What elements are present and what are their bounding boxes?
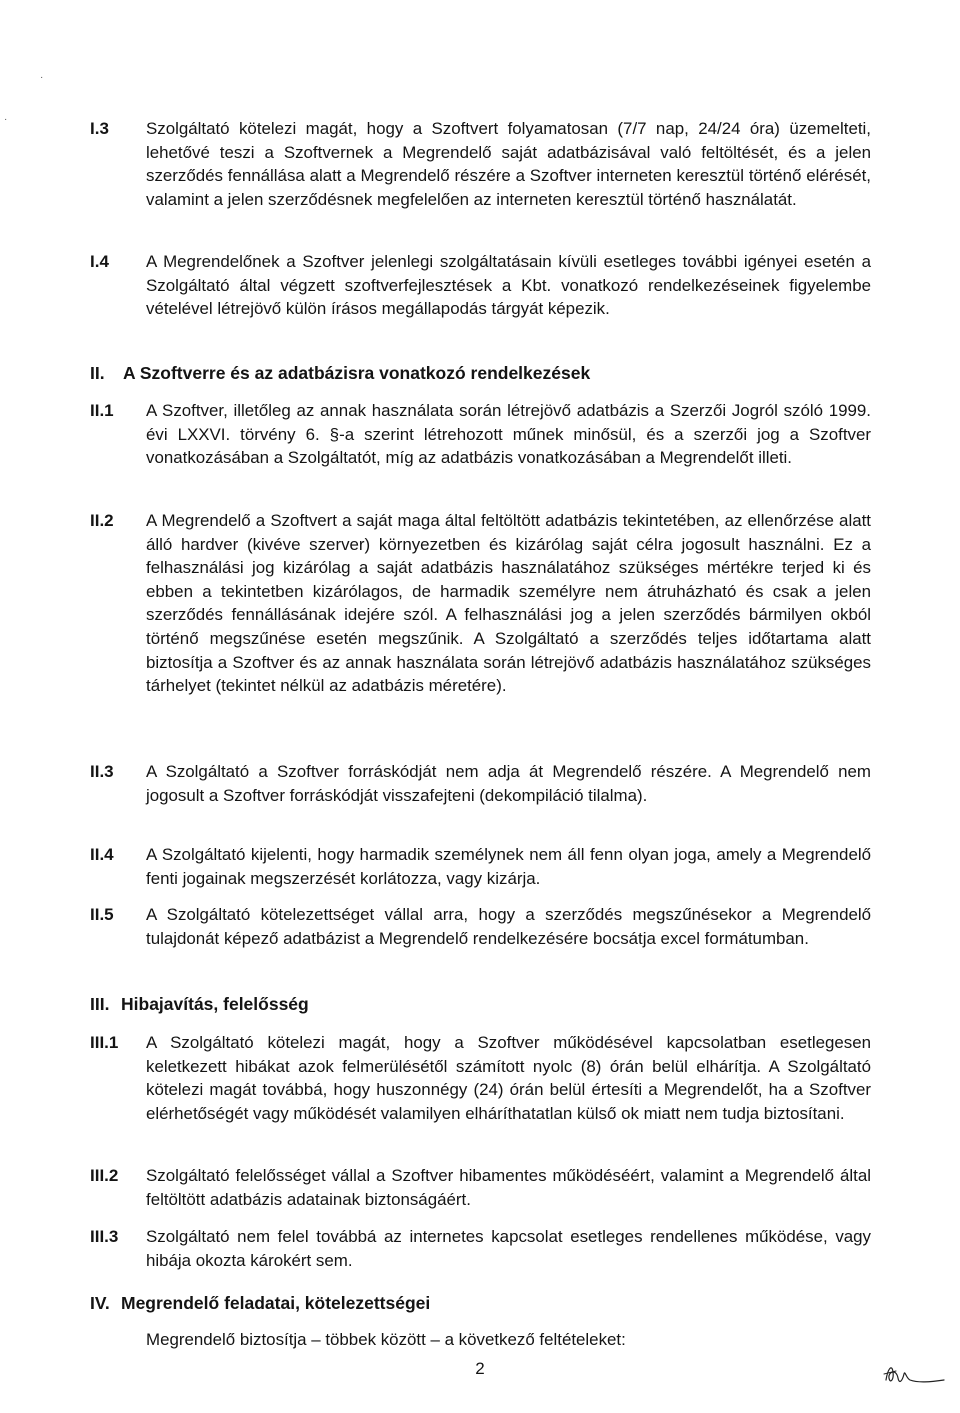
section-number: II. xyxy=(90,363,105,383)
clause-text: A Megrendelőnek a Szoftver jelenlegi szolgáltatásain kívüli esetleges további igényei esetén a Szolgáltató által végzett szoftverfejlesztések a Kbt. vonatkozó rendelkezéseinek figyelembe vételével létrejövő külön írásos megállapodás tárgyát képezik. xyxy=(146,252,871,319)
clause-number: II.5 xyxy=(90,905,114,924)
section-heading: A Szoftverre és az adatbázisra vonatkozó rendelkezések xyxy=(123,363,591,383)
clause-text: A Szoftver, illetőleg az annak használata során létrejövő adatbázis a Szerzői Jogról szóló 1999. évi LXXVI. törvény 6. §-a szerint létrehozott műnek minősül, és a szerzői jog a Szoftver vonatkozásában a Szolgáltatót, míg az adatbázis vonatkozásában a Megrendelőt illeti. xyxy=(146,401,871,468)
signature-initials xyxy=(880,1358,950,1390)
clause-number: II.4 xyxy=(90,845,114,864)
clause-text: A Szolgáltató kijelenti, hogy harmadik személynek nem áll fenn olyan joga, amely a Megrendelő fenti jogainak megszerzését korlátozza, vagy kizárja. xyxy=(146,845,871,888)
page-number: 2 xyxy=(475,1359,485,1378)
clause-number: I.3 xyxy=(90,119,109,138)
clause-number: III.3 xyxy=(90,1227,119,1246)
clause-number: III.1 xyxy=(90,1033,119,1052)
clause-text: A Szolgáltató kötelezi magát, hogy a Szoftver működésével kapcsolatban esetlegesen keletkezett hibákat azok felmerülésétől számított nyolc (8) órán belül elhárítja. A Szolgáltató kötelezi magát továbbá, hogy huszonnégy (24) órán belül értesíti a Megrendelőt, ha a Szoftver elérhetőségét vagy működését valamilyen elháríthatatlan külső ok miatt nem tudja biztosítani. xyxy=(146,1033,871,1123)
section-intro: Megrendelő biztosítja – többek között – a következő feltételeket: xyxy=(146,1330,626,1349)
clause-number: I.4 xyxy=(90,252,109,271)
scan-speck: · xyxy=(4,114,8,125)
scan-speck: · xyxy=(40,72,44,83)
clause-text: A Szolgáltató a Szoftver forráskódját nem adja át Megrendelő részére. A Megrendelő nem jogosult a Szoftver forráskódját visszafejteni (dekompiláció tilalma). xyxy=(146,762,871,805)
clause-text: A Szolgáltató kötelezettséget vállal arra, hogy a szerződés megszűnésekor a Megrendelő tulajdonát képező adatbázist a Megrendelő rendelkezésére bocsátja excel formátumban. xyxy=(146,905,871,948)
section-number: IV. xyxy=(90,1293,110,1313)
section-heading: Hibajavítás, felelősség xyxy=(121,994,309,1014)
clause-text: Szolgáltató felelősséget vállal a Szoftver hibamentes működéséért, valamint a Megrendelő által feltöltött adatbázis adatainak biztonságáért. xyxy=(146,1166,871,1209)
clause-text: Szolgáltató nem felel továbbá az internetes kapcsolat esetleges rendellenes működése, vagy hibája okozta károkért sem. xyxy=(146,1227,871,1270)
clause-number: III.2 xyxy=(90,1166,119,1185)
clause-number: II.3 xyxy=(90,762,114,781)
clause-number: II.1 xyxy=(90,401,114,420)
clause-number: II.2 xyxy=(90,511,114,530)
clause-text: A Megrendelő a Szoftvert a saját maga által feltöltött adatbázis tekintetében, az ellenőrzése alatt álló hardver (kivéve szerver) környezetben és kizárólag saját célra jogosult használni. Ez a felhasználási jog kizárólag a saját adatbázis használatához szükséges mértékre terjed ki és ebben a tekintetben kizárólagos, de harmadik személyre nem átruházható és csak a jelen szerződés fennállásának idejére szól. A felhasználási jog a jelen szerződés bármilyen okból történő megszűnése esetén megszűnik. A Szolgáltató a szerződés teljes időtartama alatt biztosítja a Szoftver és az annak használata során létrejövő adatbázis használatához szükséges tárhelyet (tekintet nélkül az adatbázis méretére). xyxy=(146,511,871,696)
section-heading: Megrendelő feladatai, kötelezettségei xyxy=(121,1293,431,1313)
clause-text: Szolgáltató kötelezi magát, hogy a Szoftvert folyamatosan (7/7 nap, 24/24 óra) üzemelteti, lehetővé teszi a Szoftvernek a Megrendelő saját adatbázisával való feltöltését, és a jelen szerződés fennállása alatt a Megrendelő részére a Szoftver interneten keresztül történő elérését, valamint a jelen szerződésnek megfelelően az interneten keresztül történő használatát. xyxy=(146,119,871,209)
section-number: III. xyxy=(90,994,110,1014)
